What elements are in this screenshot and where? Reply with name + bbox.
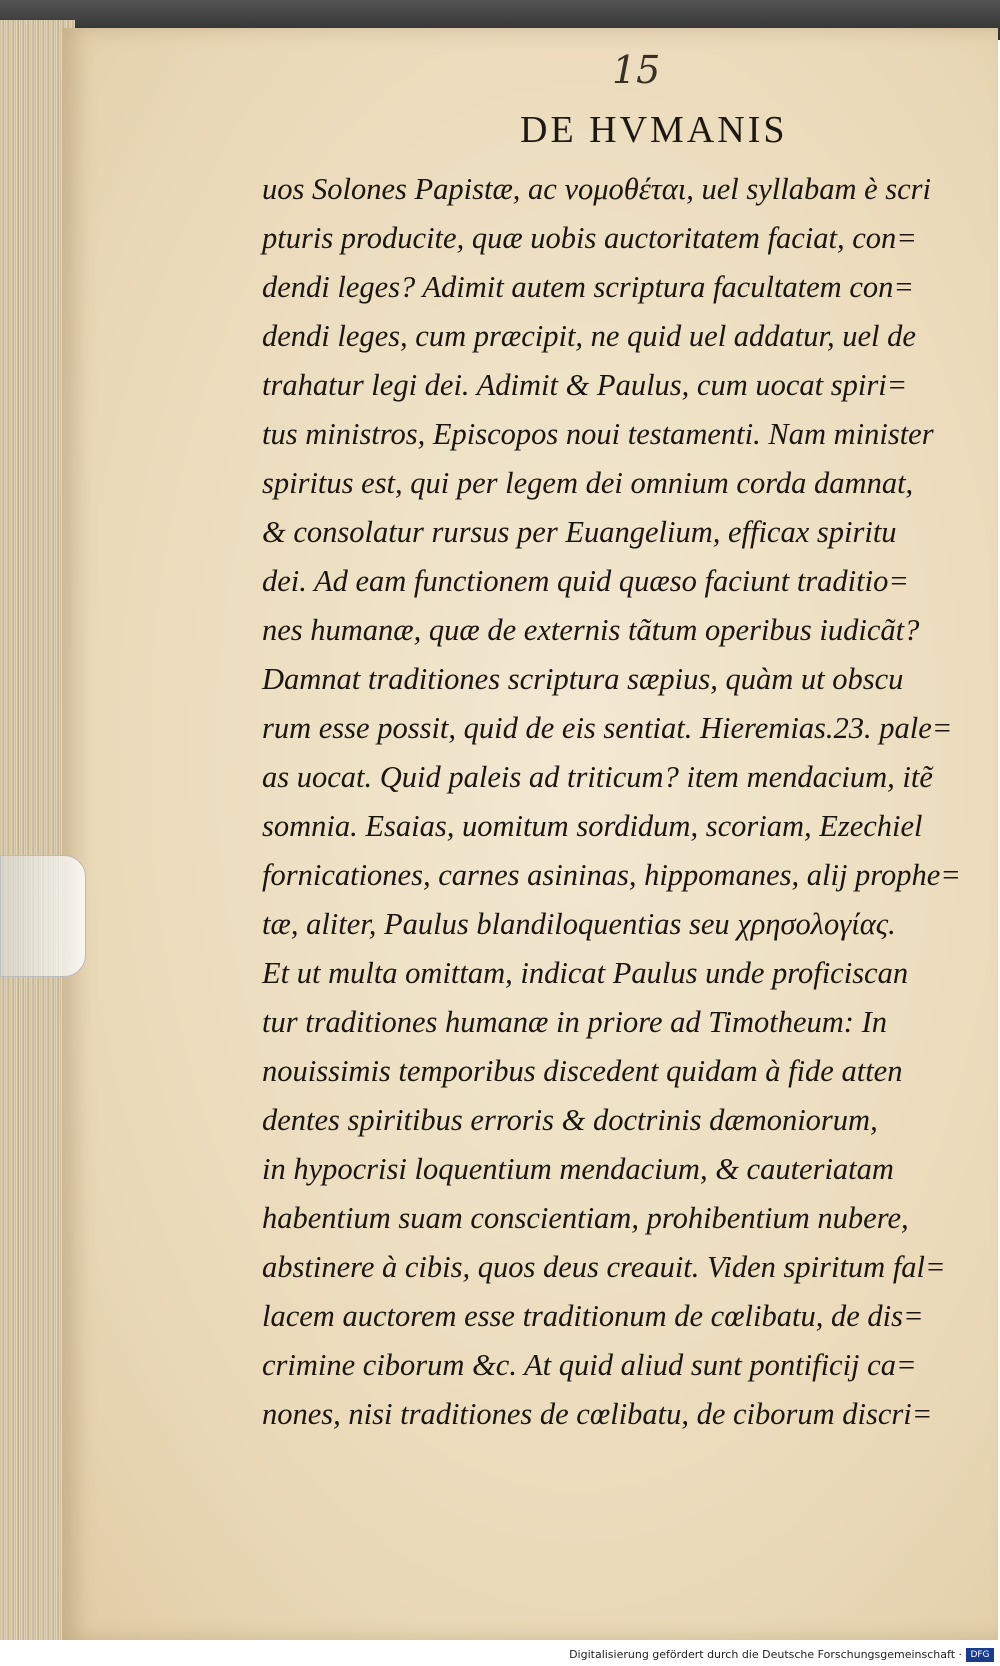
page-clip bbox=[0, 855, 86, 977]
text-line: fornicationes, carnes asininas, hippomanes, alij prophe= bbox=[262, 858, 961, 892]
text-line: trahatur legi dei. Adimit & Paulus, cum uocat spiri= bbox=[262, 368, 908, 402]
text-line: as uocat. Quid paleis ad triticum? item mendacium, itẽ bbox=[262, 760, 933, 794]
text-line: Damnat traditiones scriptura sæpius, quàm ut obscu bbox=[262, 662, 904, 696]
text-line: rum esse possit, quid de eis sentiat. Hieremias.23. pale= bbox=[262, 711, 953, 745]
text-line: & consolatur rursus per Euangelium, efficax spiritu bbox=[262, 515, 897, 549]
dfg-logo: DFG bbox=[966, 1648, 994, 1662]
folio-number: 15 bbox=[612, 48, 661, 92]
text-line: dendi leges, cum præcipit, ne quid uel addatur, uel de bbox=[262, 319, 916, 353]
text-line: uos Solones Papistæ, ac νομοθέται, uel syllabam è scri bbox=[262, 172, 932, 206]
text-line: dentes spiritibus erroris & doctrinis dæmoniorum, bbox=[262, 1103, 878, 1137]
funding-credit: Digitalisierung gefördert durch die Deutsche Forschungsgemeinschaft · bbox=[569, 1648, 962, 1661]
text-line: nouissimis temporibus discedent quidam à fide atten bbox=[262, 1054, 903, 1088]
text-line: nones, nisi traditiones de cœlibatu, de ciborum discri= bbox=[262, 1397, 933, 1431]
text-line: tur traditiones humanæ in priore ad Timotheum: In bbox=[262, 1005, 887, 1039]
text-line: crimine ciborum &c. At quid aliud sunt pontificij ca= bbox=[262, 1348, 917, 1382]
text-line: dei. Ad eam functionem quid quæso faciunt traditio= bbox=[262, 564, 909, 598]
text-line: habentium suam conscientiam, prohibentium nubere, bbox=[262, 1201, 909, 1235]
text-line: somnia. Esaias, uomitum sordidum, scoriam, Ezechiel bbox=[262, 809, 923, 843]
text-line: pturis producite, quæ uobis auctoritatem faciat, con= bbox=[262, 221, 917, 255]
text-line: tus ministros, Episcopos noui testamenti. Nam minister bbox=[262, 417, 934, 451]
body-text bbox=[262, 165, 974, 1439]
running-head: DE HVMANIS bbox=[520, 109, 788, 151]
text-line: spiritus est, qui per legem dei omnium corda damnat, bbox=[262, 466, 914, 500]
text-line: tæ, aliter, Paulus blandiloquentias seu χρησολογίας. bbox=[262, 907, 896, 941]
text-line: lacem auctorem esse traditionum de cœlibatu, de dis= bbox=[262, 1299, 924, 1333]
text-line: abstinere à cibis, quos deus creauit. Viden spiritum fal= bbox=[262, 1250, 946, 1284]
text-line: in hypocrisi loquentium mendacium, & cauteriatam bbox=[262, 1152, 894, 1186]
text-line: dendi leges? Adimit autem scriptura facultatem con= bbox=[262, 270, 914, 304]
text-line: Et ut multa omittam, indicat Paulus unde proficiscan bbox=[262, 956, 909, 990]
text-line: nes humanæ, quæ de externis tãtum operibus iudicãt? bbox=[262, 613, 920, 647]
